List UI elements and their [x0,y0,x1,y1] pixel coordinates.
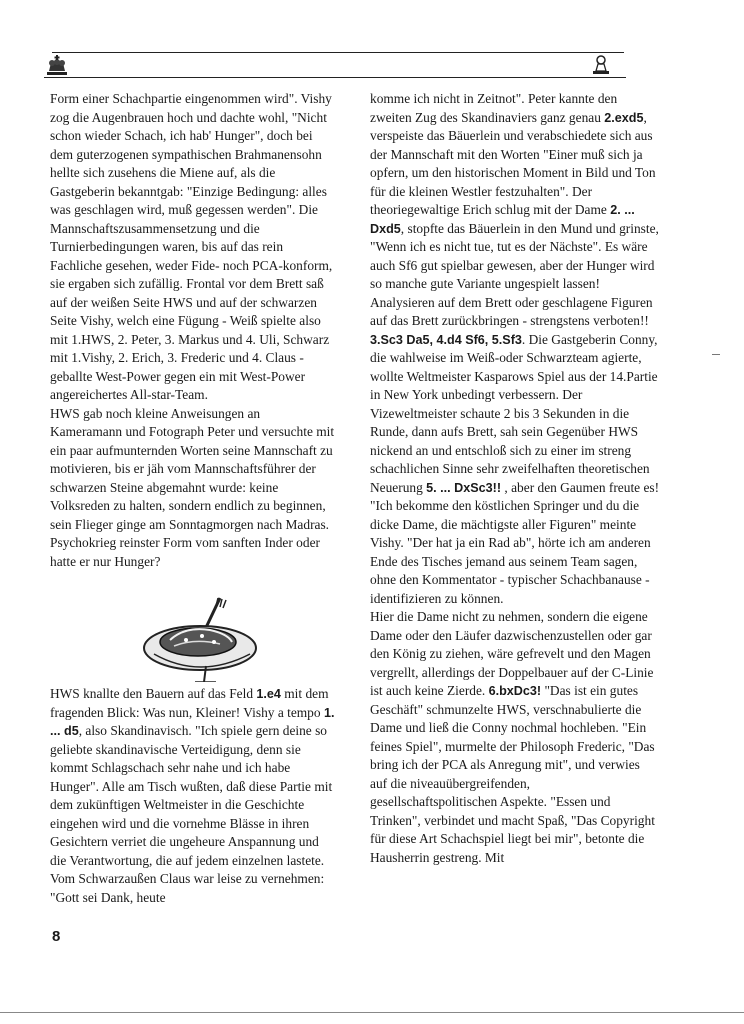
footer-rule [0,1012,744,1013]
paragraph: HWS gab noch kleine Anweisungen an Kameramann und Fotograph Peter und versuchte mit ein paar aufmunternden Worten seine Mannschaft zu motivieren, bis er jäh vom Mannschaftsführer der schwarzen Steine abgemahnt wurde: keine Volksreden zu halten, sondern endlich zu beginnen, sein Flieger ginge am Sonntagmorgen nach Madras. Psychokrieg reinster Form vom sanften Inder oder hatte er nur Hunger? [50,405,335,569]
chess-move: 1.e4 [256,687,281,701]
text-run: HWS knallte den Bauern auf das Feld [50,686,257,701]
chess-move: 6.bxDc3! [488,684,542,698]
text-run: , also Skandinavisch. "Ich spiele gern deine so geliebte skandinavische Verteidigung, denn sie kommt Schlagschach sehr nahe und ich habe Hunger". Alle am Tisch wußten, daß diese Partie mit dem zukünftigen Weltmeister in die Geschichte eingehen wird und die vornehme Blässe in ihren Gesichtern verriet die ungeheure Anspannung und die Verantwortung, die auf jedem einzelnen lastete. Vom Schwarzaußen Claus war leise zu vernehmen: "Gott sei Dank, heute [50,723,333,905]
chess-king-icon [45,54,69,76]
right-column-text [370,90,660,867]
paragraph [50,685,335,907]
chess-move: 1. ... d5 [50,705,335,738]
chess-move: 5. ... DxSc3!! [426,480,502,495]
food-plate-fork-icon [140,596,260,682]
paragraph [370,608,660,867]
text-run: , verspeiste das Bäuerlein und verabschiedete sich aus der Mannschaft mit den Worten "Einer muß sich ja opfern, um den historischen Moment in Bild und Ton für die kleinen Westler festzuhalten". Der theoriegewaltige Erich schlug mit der Dame [370,109,656,217]
chess-move: 2.exd5 [604,110,644,125]
paragraph [370,90,660,608]
text-run: mit dem fragenden Blick: Was nun, Kleiner! Vishy a tempo [50,686,329,720]
header-rule [44,77,626,78]
chess-move: 2. ... Dxd5 [370,203,635,236]
chess-move: 3.Sc3 Da5, 4.d4 Sf6, 5.Sf3 [370,332,522,347]
text-run: "Das ist ein gutes Geschäft" schmunzelte HWS, verschnabulierte die Dame und ließ die Conny nochmal hochleben. "Ein feines Spiel", murmelte der Philosoph Frederic, "Das bring ich der PCA als Anregung mit", und verwies auf die niveauübergreifenden, gesellschaftspolitischen Aspekte. "Essen und Trinken", verbindet und macht Spaß, "Das Copyright für diese Art Schachspiel liegt bei mir", betonte die Hausherrin gestreng. Mit [370,683,655,865]
text-run: komme ich nicht in Zeitnot". Peter kannte den zweiten Zug des Skandinaviers ganz genau [370,91,618,125]
text-run: , stopfte das Bäuerlein in den Mund und grinste, "Wenn ich es nicht tue, tut es der Nächste". Es wäre auch Sf6 gut spielbar gewesen, aber der Hunger wird so manche gute Variante ungespielt lassen! Analysieren auf dem Brett oder geschlagene Figuren auf das Brett zurückbringen - strengstens verboten!! [370,220,659,328]
margin-mark [712,354,720,355]
paragraph: Form einer Schachpartie eingenommen wird". Vishy zog die Augenbrauen hoch und dachte wohl, "Nicht schon wieder Schach, ich hab' Hunger", doch bei dem guterzogenen sympathischen Brahmanensohn hellte sich zusehens die Miene auf, als die Gastgeberin bekanntgab: "Einzige Bedingung: alles was geschlagen wird, muß gegessen werden". Die Mannschaftszusammensetzung und die Turnierbedingungen waren, bis auf das rein Fachliche gesehen, weder Fide- noch PCA-konform, sie ergaben sich zufällig. Frontal vor dem Brett saß auf der weißen Seite HWS und auf der schwarzen Seite Vishy, welch eine Fügung - Weiß spielte also mit 1.HWS, 2. Peter, 3. Markus und 4. Uli, Schwarz mit 1.Vishy, 2. Erich, 3. Frederic und 4. Claus - geballte West-Power gegen ein mit West-Power angereichertes All-star-Team. [50,91,333,402]
left-column-text-continued [50,685,335,907]
page-number: 8 [52,928,61,945]
text-run: . Die Gastgeberin Conny, die wahlweise im Weiß-oder Schwarzteam agierte, wollte Weltmeister Kasparows Spiel aus der 14.Partie in New York unbedingt verbessern. Der Vizeweltmeister schaute 2 bis 3 Sekunden in die Runde, dann aufs Brett, sah sein Gegenüber HWS nickend an und entschloß sich zu einer im streng schachlichen Sinne sehr zweifelhaften theoretischen Neuerung [370,331,658,495]
chess-pawn-icon [590,54,612,76]
header-rule-top [52,52,624,53]
text-run: Hier die Dame nicht zu nehmen, sondern die eigene Dame oder den Läufer dazwischenzustellen oder gar den König zu ziehen, wäre gefrevelt und den Magen vergrellt, allerdings der Doppelbauer auf der C-Linie ist auch keine Zierde. [370,609,654,698]
text-run: , aber den Gaumen freute es! "Ich bekomme den köstlichen Springer und du die dicke Dame, die mächtigste aller Figuren" meinte Vishy. "Der hat ja ein Rad ab", hörte ich am anderen Ende des Tisches jemand aus seinem Team sagen, ohne den Kommentator - typischer Schachbanause - identifizieren zu können. [370,479,660,606]
left-column-text [50,90,335,571]
